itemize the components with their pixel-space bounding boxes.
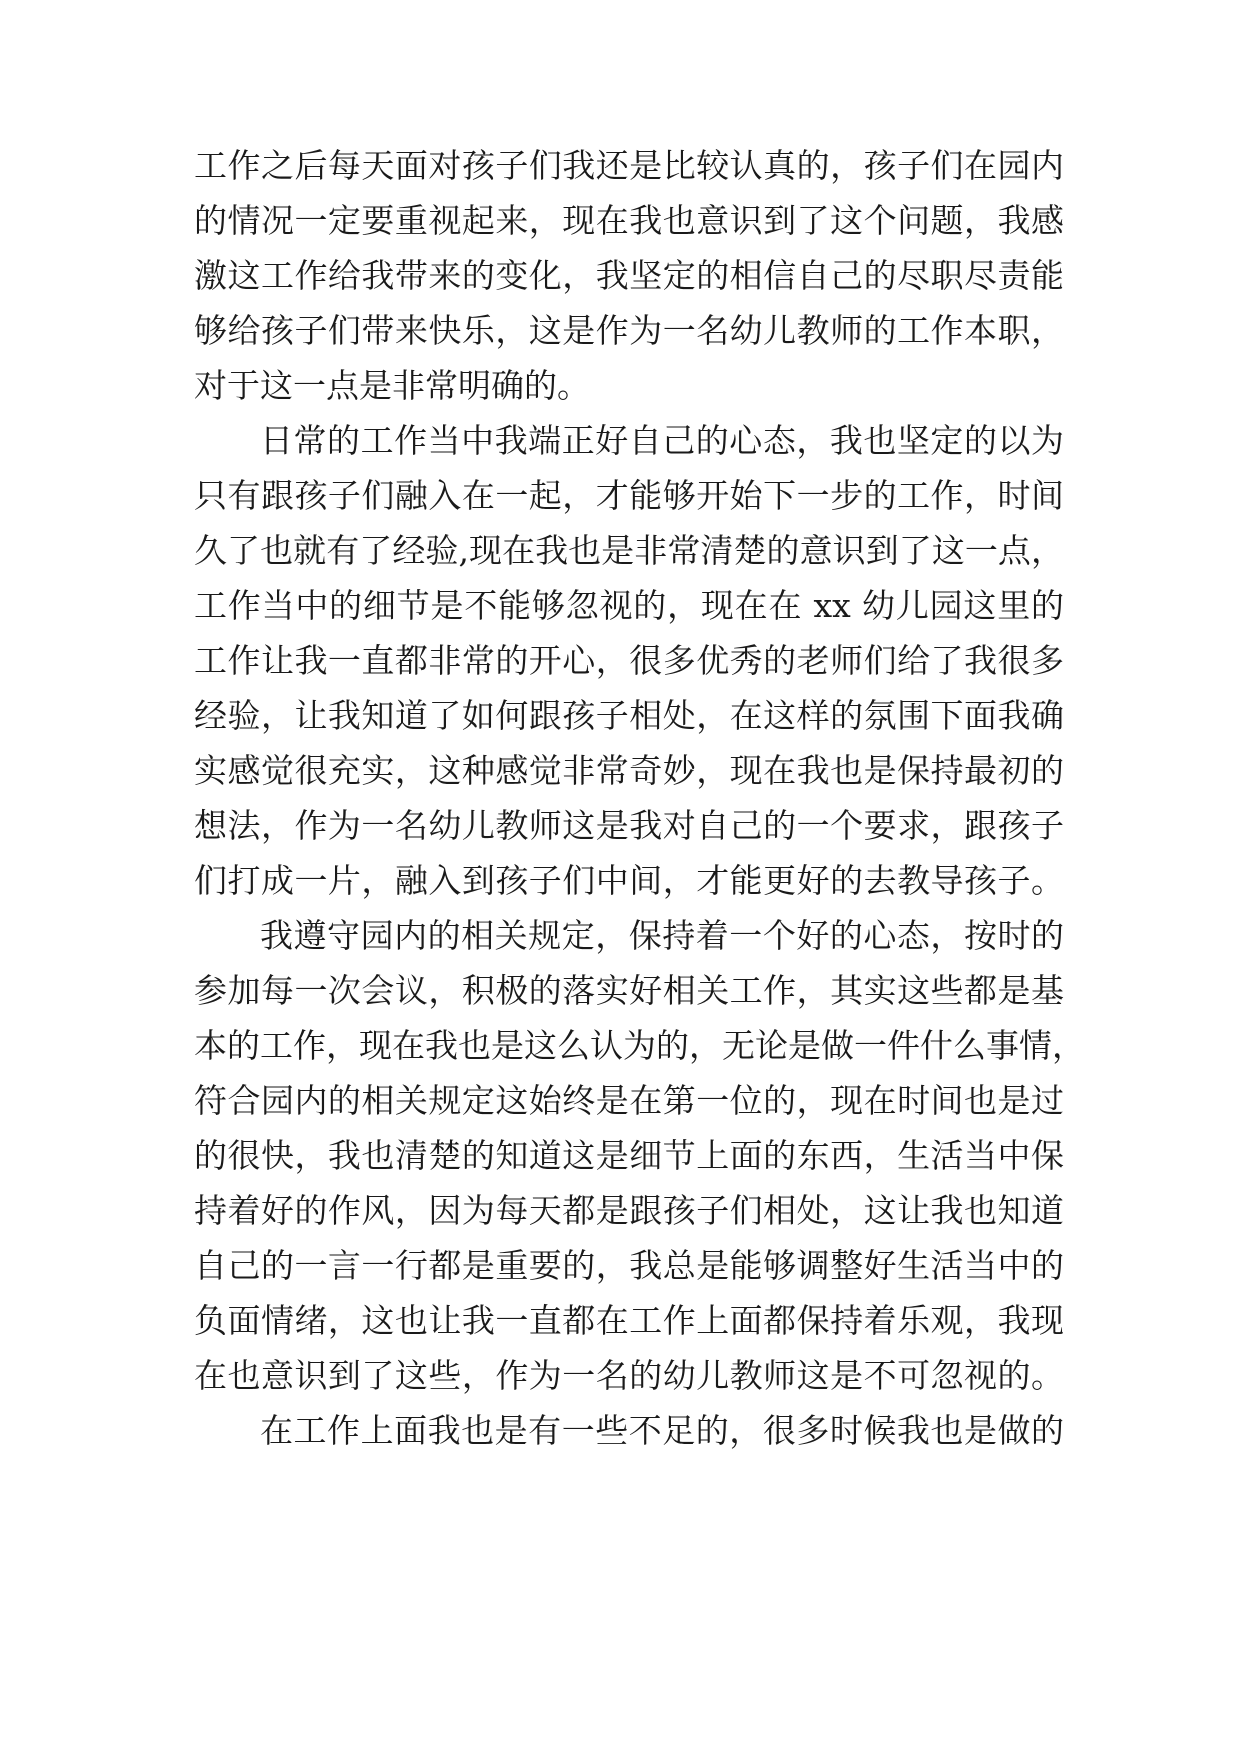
text-line: 够给孩子们带来快乐，这是作为一名幼儿教师的工作本职， xyxy=(194,311,1064,350)
text-line: 对于这一点是非常明确的。 xyxy=(194,366,590,405)
text-line: 符合园内的相关规定这始终是在第一位的，现在时间也是过 xyxy=(194,1081,1064,1120)
paragraph-first-line: 日常的工作当中我端正好自己的心态，我也坚定的以为 xyxy=(260,421,1064,460)
text-line: 只有跟孩子们融入在一起，才能够开始下一步的工作，时间 xyxy=(194,476,1064,515)
text-line: 工作当中的细节是不能够忽视的，现在在 xx 幼儿园这里的 xyxy=(194,586,1064,625)
text-line: 久了也就有了经验,现在我也是非常清楚的意识到了这一点， xyxy=(194,531,1064,570)
text-line: 参加每一次会议，积极的落实好相关工作，其实这些都是基 xyxy=(194,971,1064,1010)
text-line: 想法，作为一名幼儿教师这是我对自己的一个要求，跟孩子 xyxy=(194,806,1064,845)
text-line: 激这工作给我带来的变化，我坚定的相信自己的尽职尽责能 xyxy=(194,256,1064,295)
paragraph-first-line: 在工作上面我也是有一些不足的，很多时候我也是做的 xyxy=(260,1411,1064,1450)
text-line: 们打成一片，融入到孩子们中间，才能更好的去教导孩子。 xyxy=(194,861,1064,900)
text-line: 的很快，我也清楚的知道这是细节上面的东西，生活当中保 xyxy=(194,1136,1064,1175)
text-line: 工作让我一直都非常的开心，很多优秀的老师们给了我很多 xyxy=(194,641,1064,680)
text-line: 工作之后每天面对孩子们我还是比较认真的，孩子们在园内 xyxy=(194,146,1064,185)
text-line: 本的工作，现在我也是这么认为的，无论是做一件什么事情， xyxy=(194,1026,1085,1065)
document-body xyxy=(194,138,1085,1458)
text-line: 的情况一定要重视起来，现在我也意识到了这个问题，我感 xyxy=(194,201,1064,240)
text-line: 经验，让我知道了如何跟孩子相处，在这样的氛围下面我确 xyxy=(194,696,1064,735)
text-line: 自己的一言一行都是重要的，我总是能够调整好生活当中的 xyxy=(194,1246,1064,1285)
text-line: 负面情绪，这也让我一直都在工作上面都保持着乐观，我现 xyxy=(194,1301,1064,1340)
text-line: 实感觉很充实，这种感觉非常奇妙，现在我也是保持最初的 xyxy=(194,751,1064,790)
text-line: 在也意识到了这些，作为一名的幼儿教师这是不可忽视的。 xyxy=(194,1356,1064,1395)
paragraph-first-line: 我遵守园内的相关规定，保持着一个好的心态，按时的 xyxy=(260,916,1064,955)
text-line: 持着好的作风，因为每天都是跟孩子们相处，这让我也知道 xyxy=(194,1191,1064,1230)
